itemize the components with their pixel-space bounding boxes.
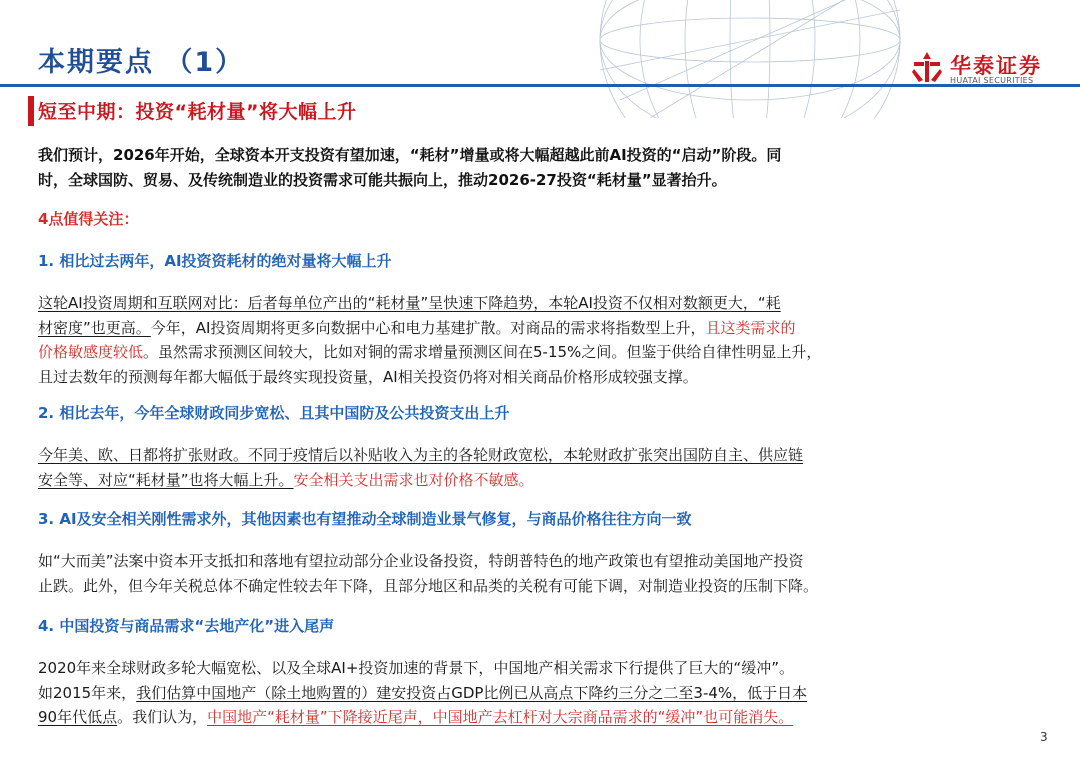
- point-3-body: [38, 549, 1038, 598]
- intro-line: 我们预计，2026年开始，全球资本开支投资有望加速，“耗材”增量或将大幅超越此前AI投资的“启动”阶段。同: [38, 146, 782, 164]
- section-marker: [28, 96, 34, 126]
- point-2-line-underlined: 安全等、对应“耗材量”也将大幅上升。: [38, 470, 294, 489]
- point-4-line-underlined: 我们估算中国地产（除土地购置的）建安投资占GDP比例已从高点下降约三分之二至3-4%，低于日本: [136, 683, 808, 702]
- globe-decoration: [560, 0, 940, 118]
- point-1-highlight: 价格敏感度较低: [38, 343, 144, 361]
- point-4-line: 如2015年来，: [38, 683, 137, 702]
- point-2-body: [38, 443, 1038, 492]
- point-1-heading: 1. 相比过去两年，AI投资资耗材的绝对量将大幅上升: [38, 252, 392, 270]
- section-title: 短至中期：投资“耗材量”将大幅上升: [38, 101, 357, 123]
- point-1-line: 。虽然需求预测区间较大，比如对铜的需求增量预测区间在5-15%之间。但鉴于供给自律性明显上升，: [143, 343, 822, 361]
- point-1-body: [38, 291, 1038, 389]
- point-3-line: 如“大而美”法案中资本开支抵扣和落地有望拉动部分企业设备投资，特朗普特色的地产政策也有望推动美国地产投资: [38, 552, 804, 570]
- point-2-line: 今年美、欧、日都将扩张财政。不同于疫情后以补贴收入为主的各轮财政宽松，本轮财政扩张突出国防自主、供应链: [38, 446, 804, 464]
- point-1-highlight: 且这类需求的: [705, 318, 796, 337]
- point-4-line-underlined: 90年代低点: [38, 708, 118, 726]
- page-title: 本期要点 （1）: [38, 47, 245, 78]
- point-4-heading: 4. 中国投资与商品需求“去地产化”进入尾声: [38, 617, 335, 635]
- point-4-line: 。我们认为，: [117, 708, 208, 726]
- page-number: 3: [1040, 730, 1048, 744]
- point-1-line: 今年，AI投资周期将更多向数据中心和电力基建扩散。对商品的需求将指数型上升，: [150, 318, 706, 337]
- point-1-line: 且过去数年的预测每年都大幅低于最终实现投资量，AI相关投资仍将对相关商品价格形成较强支撑。: [38, 367, 698, 386]
- point-1-line: 这轮AI投资周期和互联网对比：后者每单位产出的“耗材量”呈快速下降趋势，本轮AI投资不仅相对数额更大，“耗: [38, 294, 781, 312]
- point-4-line: 2020年来全球财政多轮大幅宽松、以及全球AI+投资加速的背景下，中国地产相关需求下行提供了巨大的“缓冲”。: [38, 659, 794, 677]
- point-1-line-underlined: 材密度”也更高。: [38, 318, 151, 337]
- intro-line: 时，全球国防、贸易、及传统制造业的投资需求可能共振向上，推动2026-27投资“耗材量”显著抬升。: [38, 170, 727, 189]
- logo-text-en: HUATAI SECURITIES: [950, 76, 1034, 85]
- intro-paragraph: [38, 143, 1038, 192]
- point-3-line: 止跌。此外，但今年关税总体不确定性较去年下降，且部分地区和品类的关税有可能下调，对制造业投资的压制下降。: [38, 576, 819, 595]
- huatai-logo: [910, 50, 1060, 94]
- huatai-logo-icon: [910, 50, 944, 84]
- point-2-heading: 2. 相比去年，今年全球财政同步宽松、且其中国防及公共投资支出上升: [38, 404, 510, 422]
- point-2-highlight: 安全相关支出需求也对价格不敏感。: [293, 470, 534, 489]
- focus-label: 4点值得关注：: [38, 210, 139, 228]
- point-3-heading: 3. AI及安全相关刚性需求外，其他因素也有望推动全球制造业景气修复，与商品价格往往方向一致: [38, 510, 692, 528]
- point-4-highlight: 中国地产“耗材量”下降接近尾声，中国地产去杠杆对大宗商品需求的“缓冲”也可能消失。: [207, 708, 794, 726]
- point-4-body: [38, 656, 1038, 730]
- logo-text-cn: 华泰证券: [950, 54, 1042, 78]
